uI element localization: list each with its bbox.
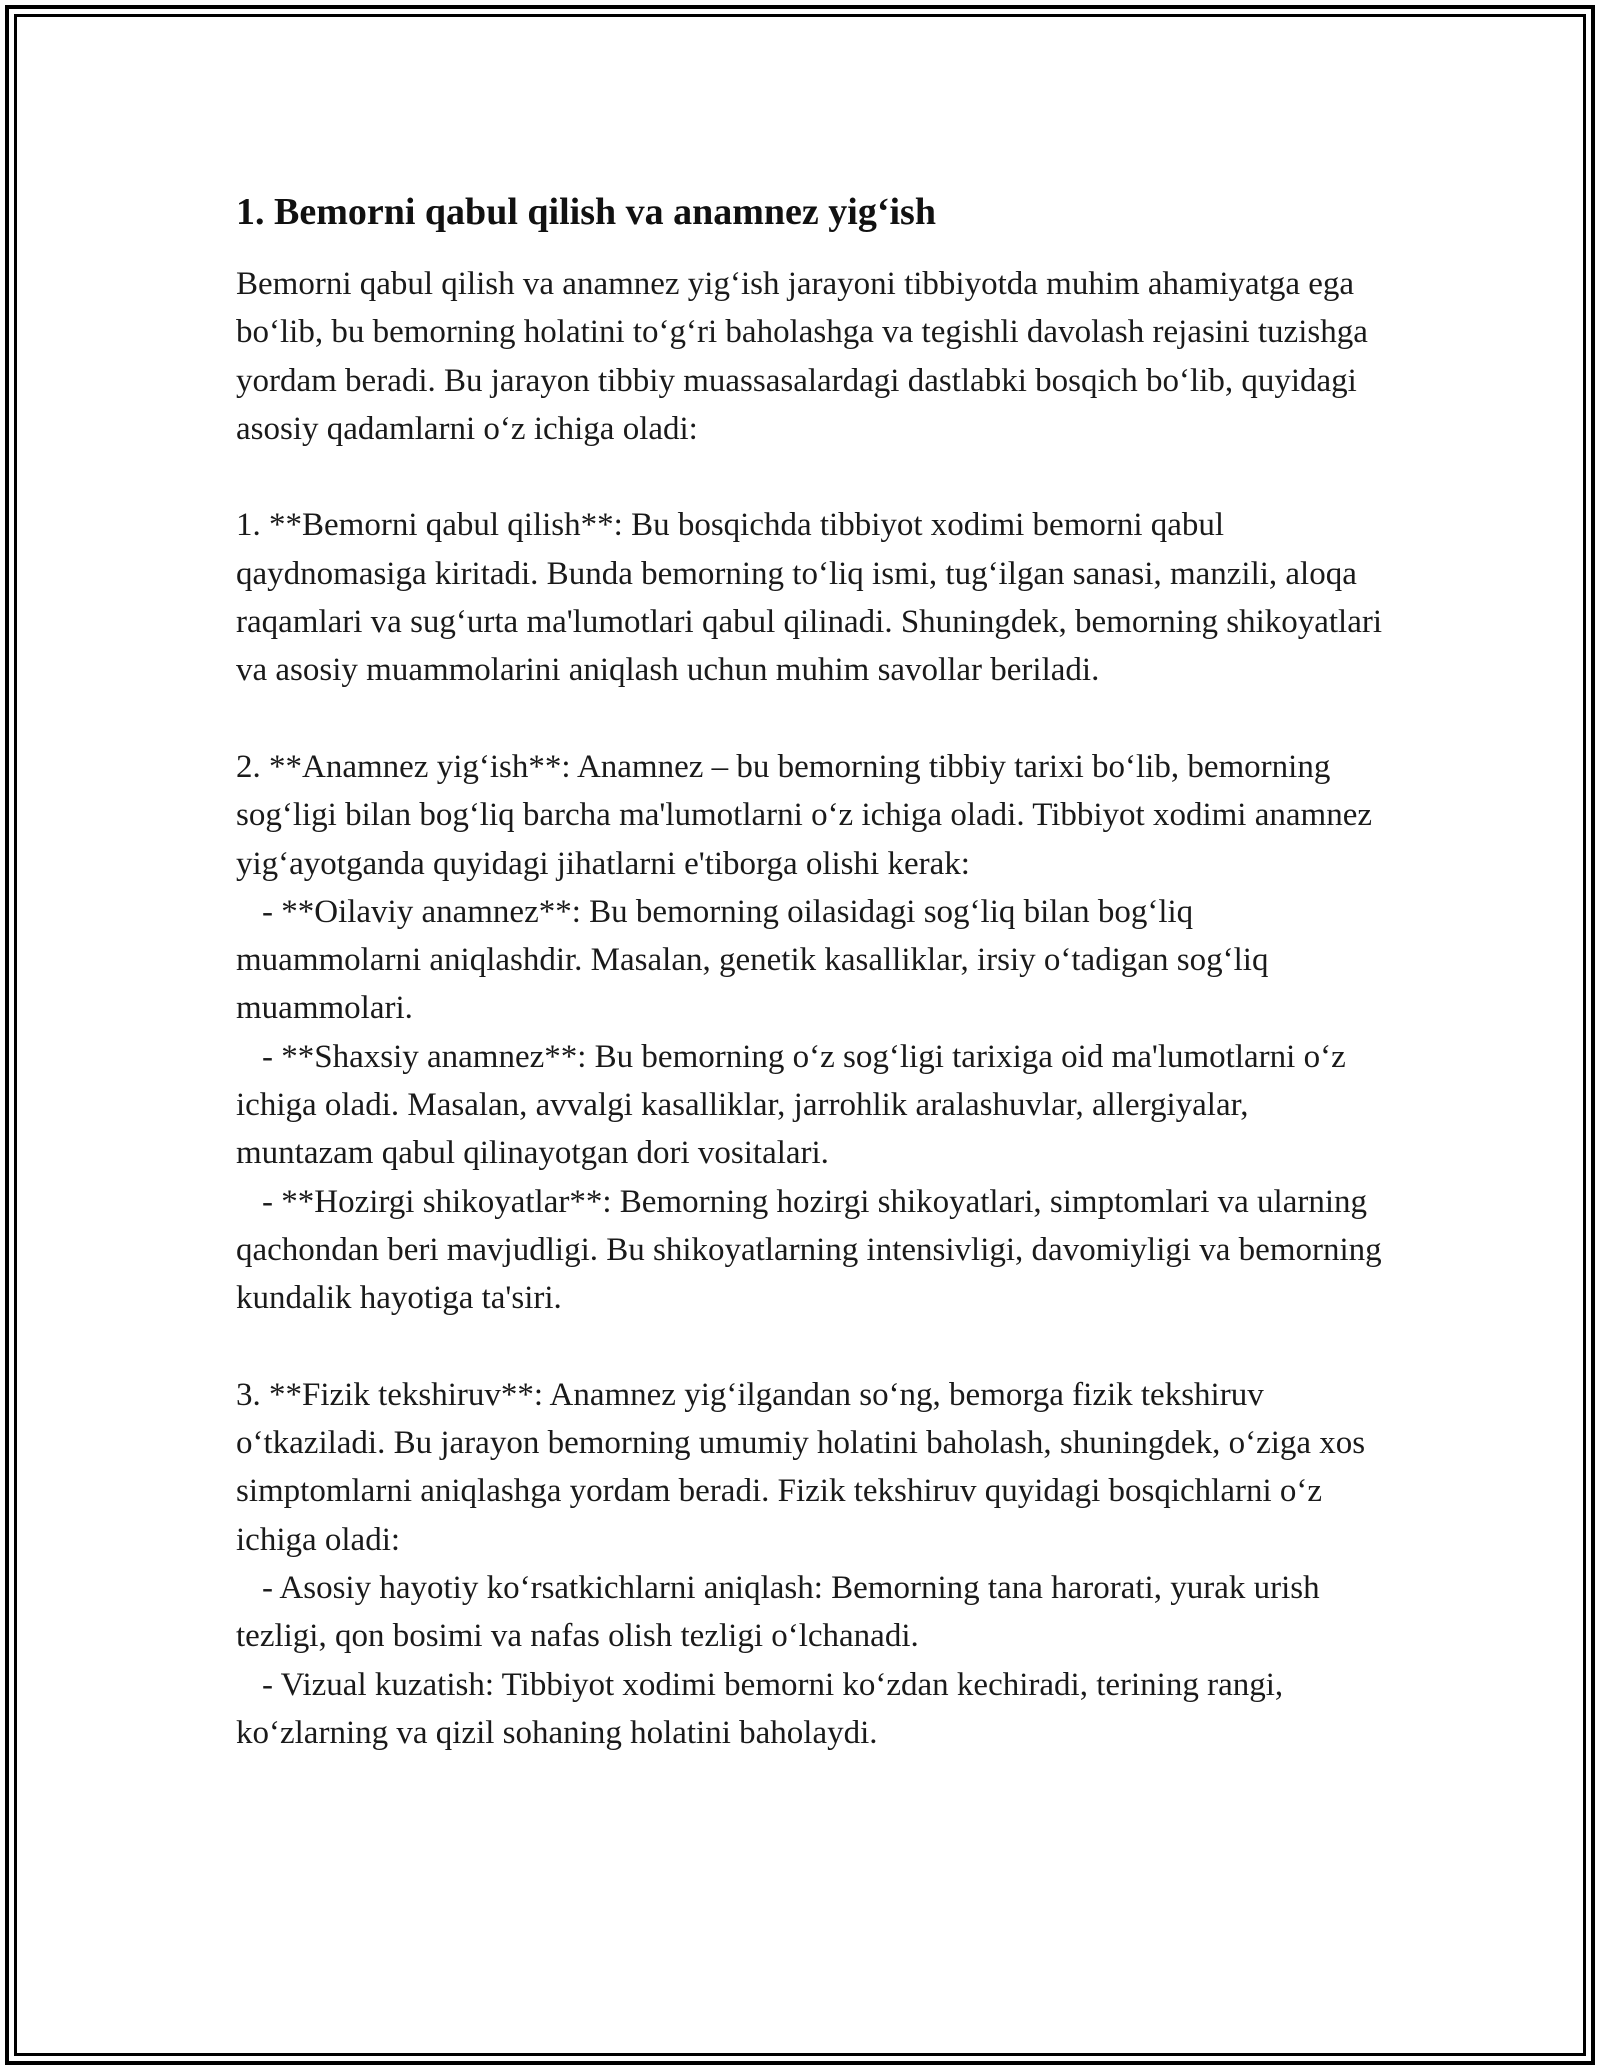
section-3-paragraph: 3. **Fizik tekshiruv**: Anamnez yig‘ilgandan so‘ng, bemorga fizik tekshiruv o‘tkaziladi. Bu jarayon bemorning umumiy holatini baholash, shuningdek, o‘ziga xos simptomlarni aniqlashga yordam beradi. Fizik tekshiruv quyidagi bosqichlarni o‘z ichiga oladi: [236,1376,1366,1558]
paragraph-gap [236,1323,1386,1371]
section-2-paragraph: 2. **Anamnez yig‘ish**: Anamnez – bu bemorning tibbiy tarixi bo‘lib, bemorning sog‘ligi bilan bog‘liq barcha ma'lumotlarni o‘z ichiga oladi. Tibbiyot xodimi anamnez yig‘ayotganda quyidagi jihatlarni e'tiborga olishi kerak: [236,748,1372,882]
section-2-item-personal: - **Shaxsiy anamnez**: Bu bemorning o‘z sog‘ligi tarixiga oid ma'lumotlarni o‘z ichiga oladi. Masalan, avvalgi kasalliklar, jarrohlik aralashuvlar, allergiyalar, muntazam qabul qilinayotgan dori vositalari. [236,1038,1346,1172]
document-body [236,186,1386,1757]
section-2-item-family: - **Oilaviy anamnez**: Bu bemorning oilasidagi sog‘liq bilan bog‘liq muammolarni aniqlashdir. Masalan, genetik kasalliklar, irsiy o‘tadigan sog‘liq muammolari. [236,893,1269,1027]
paragraph-gap [236,695,1386,743]
paragraph-gap [236,453,1386,501]
section-heading: 1. Bemorni qabul qilish va anamnez yig‘ish [236,191,936,233]
section-2-item-current: - **Hozirgi shikoyatlar**: Bemorning hozirgi shikoyatlari, simptomlari va ularning qachondan beri mavjudligi. Bu shikoyatlarning intensivligi, davomiyligi va bemorning kundalik hayotiga ta'siri. [236,1183,1382,1317]
intro-paragraph: Bemorni qabul qilish va anamnez yig‘ish jarayoni tibbiyotda muhim ahamiyatga ega bo‘lib, bu bemorning holatini to‘g‘ri baholashga va tegishli davolash rejasini tuzishga yordam beradi. Bu jarayon tibbiy muassasalardagi dastlabki bosqich bo‘lib, quyidagi asosiy qadamlarni o‘z ichiga oladi: [236,266,1368,447]
section-1-paragraph: 1. **Bemorni qabul qilish**: Bu bosqichda tibbiyot xodimi bemorni qabul qaydnomasiga kiritadi. Bunda bemorning to‘liq ismi, tug‘ilgan sanasi, manzili, aloqa raqamlari va sug‘urta ma'lumotlari qabul qilinadi. Shuningdek, bemorning shikoyatlari va asosiy muammolarini aniqlash uchun muhim savollar beriladi. [236,507,1383,689]
section-3-item-visual: - Vizual kuzatish: Tibbiyot xodimi bemorni ko‘zdan kechiradi, terining rangi, ko‘zlarning va qizil sohaning holatini baholaydi. [236,1666,1284,1751]
section-3-item-vitals: - Asosiy hayotiy ko‘rsatkichlarni aniqlash: Bemorning tana harorati, yurak urish tezligi, qon bosimi va nafas olish tezligi o‘lchanadi. [236,1570,1320,1655]
